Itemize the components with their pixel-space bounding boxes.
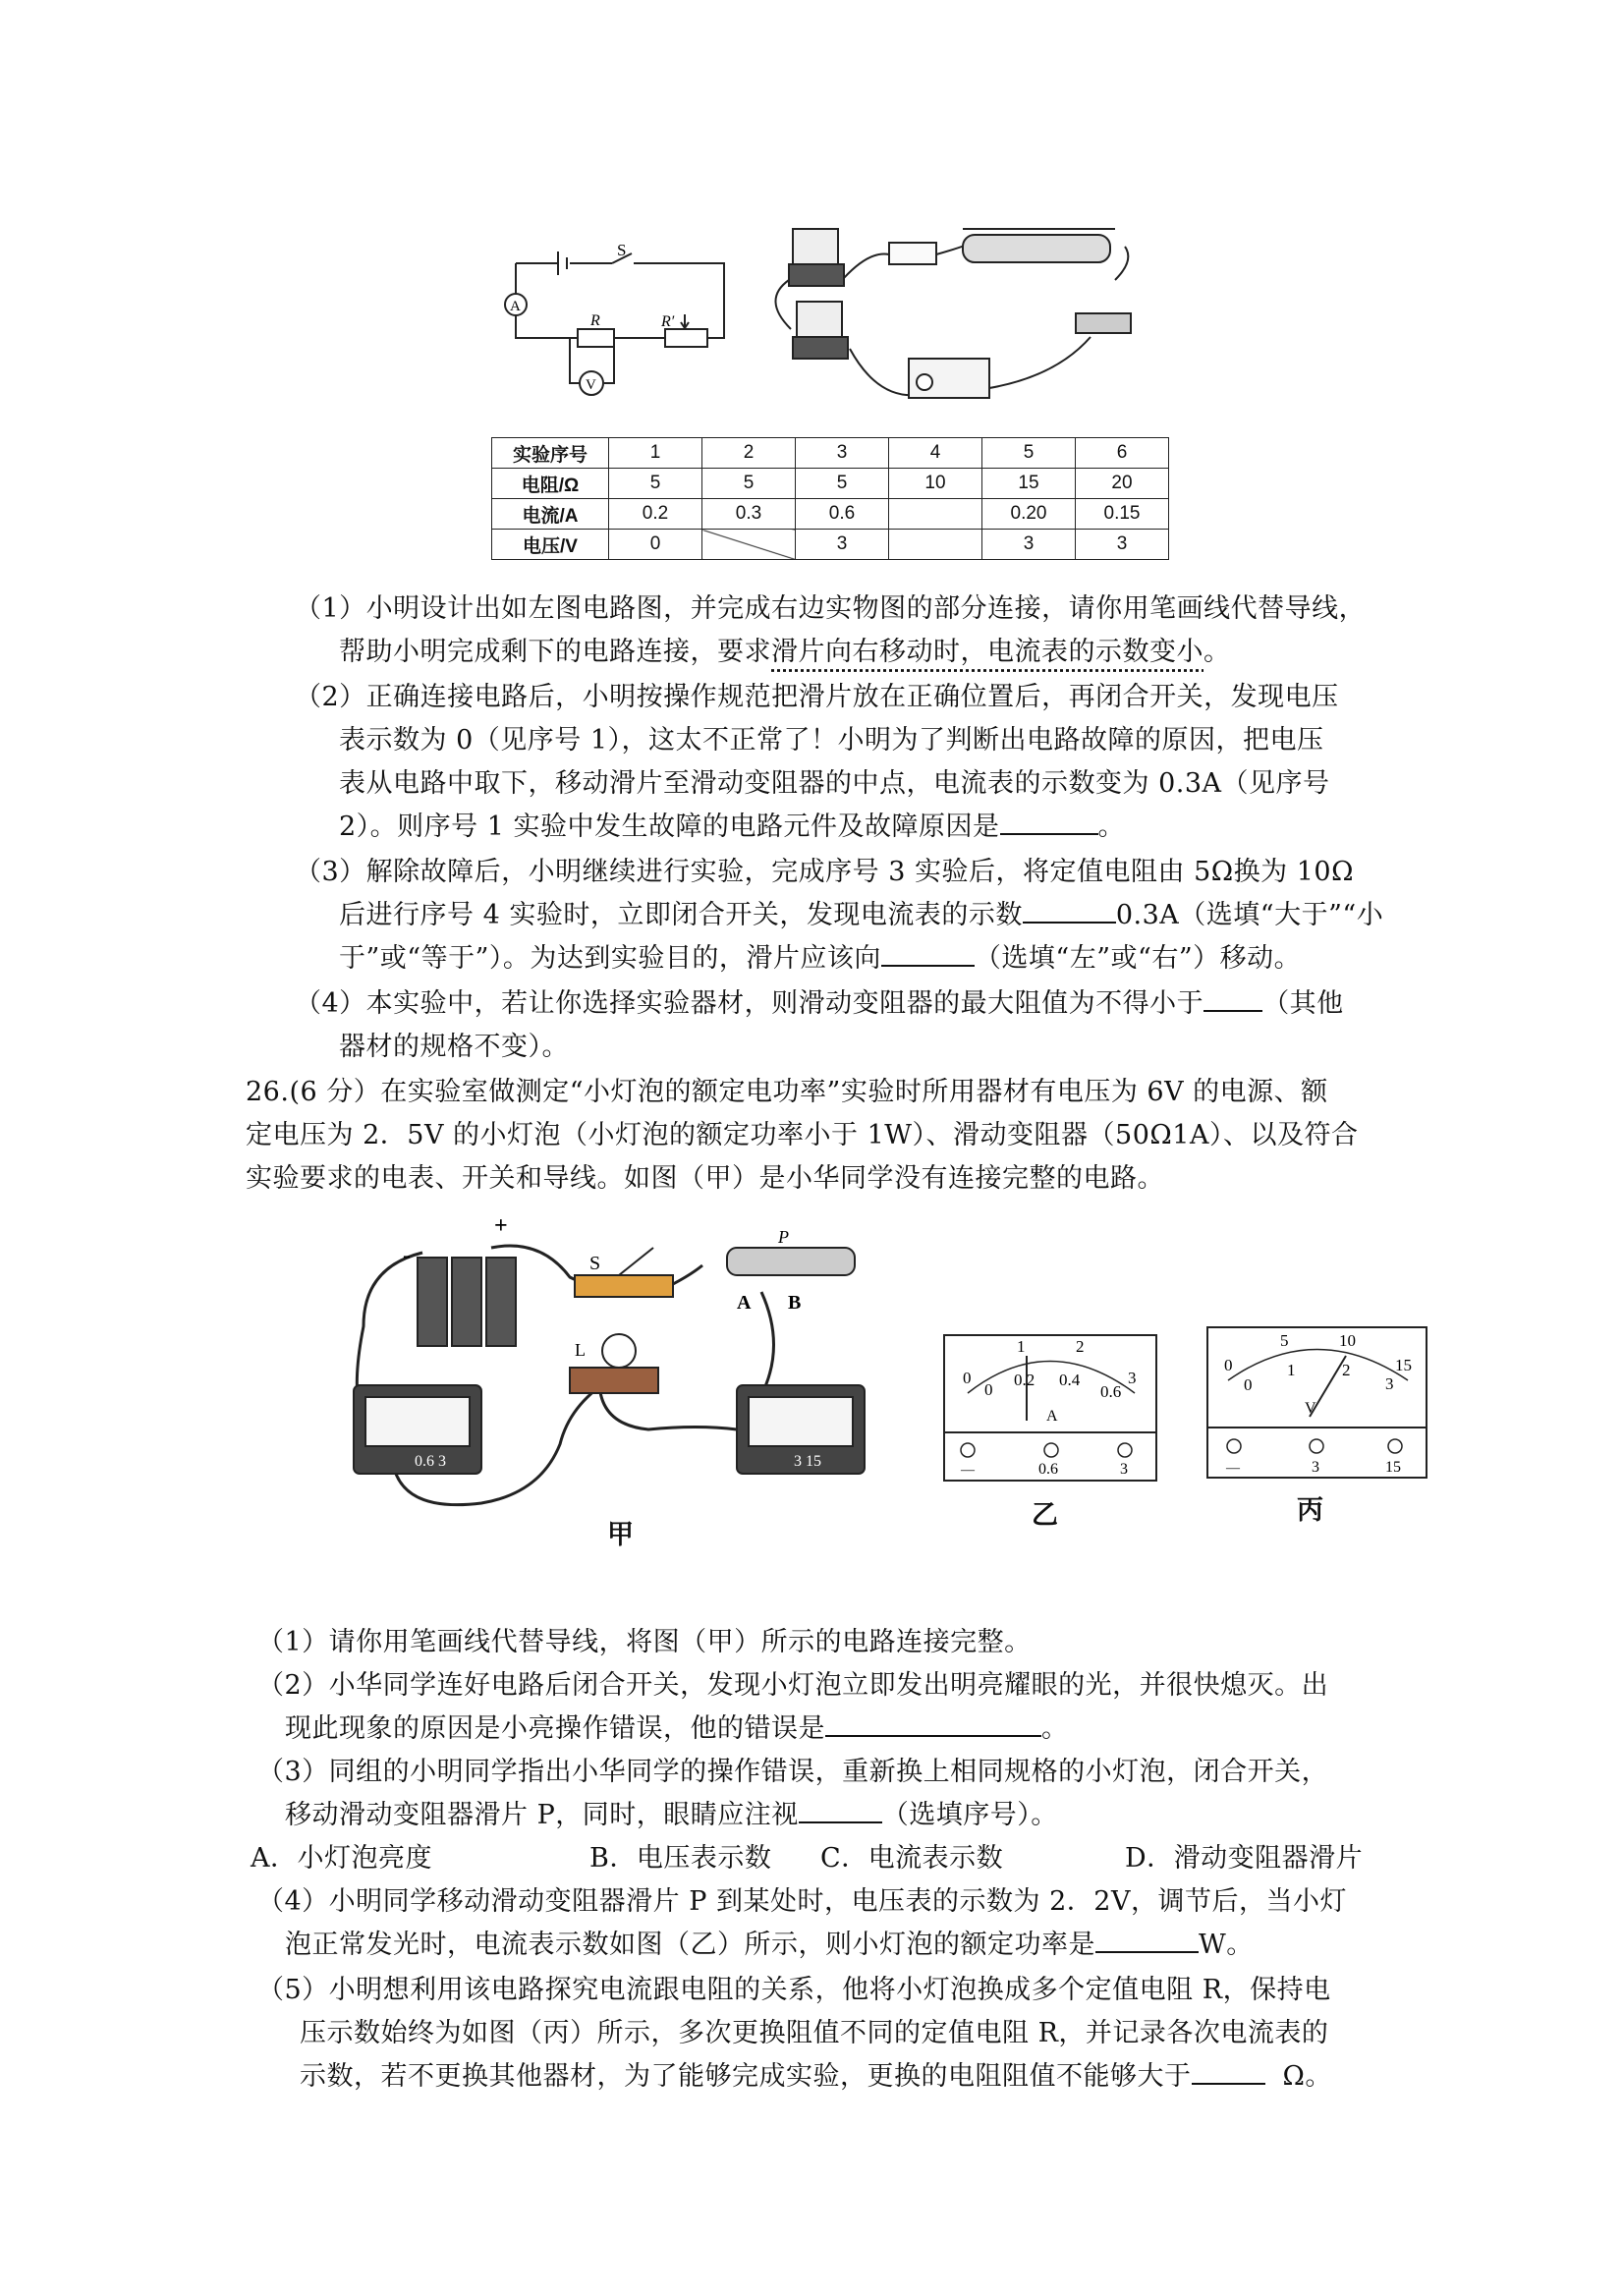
table-cell: 1 xyxy=(609,438,702,469)
voltmeter-terminals: 3 15 xyxy=(794,1453,821,1470)
q26-part5-text: 示数，若不更换其他器材，为了能够完成实验，更换的电阻阻值不能够大于 xyxy=(300,2061,1192,2092)
q25-part3-line2 xyxy=(339,894,1383,937)
voltmeter-scale-3: 3 xyxy=(1385,1374,1394,1393)
table-cell xyxy=(889,530,982,560)
q26-part5-end: Ω。 xyxy=(1282,2061,1332,2092)
q26-intro-line1: 26.(6 分）在实验室做测定“小灯泡的额定电功率”实验时所用器材有电压为 6V 的电源、额 xyxy=(246,1077,1328,1107)
figure-label-yi: 乙 xyxy=(1032,1500,1058,1531)
ammeter-scale-0: 0 xyxy=(984,1380,993,1399)
option-a: A．小灯泡亮度 xyxy=(251,1843,432,1874)
schematic-label-a: A xyxy=(510,299,521,314)
q25-part2-text: 2）。则序号 1 实验中发生故障的电路元件及故障原因是 xyxy=(339,812,1000,842)
q25-part1-line2 xyxy=(339,631,1231,674)
voltmeter-unit: V xyxy=(1305,1400,1316,1417)
q26-part4-end: W。 xyxy=(1199,1930,1254,1960)
q26-part2-line2 xyxy=(285,1708,1069,1751)
apparatus-photo-top xyxy=(752,221,1154,413)
voltmeter-tick-5: 5 xyxy=(1280,1331,1289,1350)
circuit-schematic xyxy=(496,234,732,406)
q26-part2-text: 现此现象的原因是小亮操作错误，他的错误是 xyxy=(285,1713,825,1744)
schematic-label-r-prime: R′ xyxy=(661,313,675,330)
answer-blank[interactable] xyxy=(1203,986,1262,1012)
figure-yi-ammeter xyxy=(943,1334,1157,1482)
table-cell: 6 xyxy=(1076,438,1169,469)
q25-part2-line1: （2）正确连接电路后，小明按操作规范把滑片放在正确位置后，再闭合开关，发现电压 xyxy=(295,682,1339,712)
table-cell: 20 xyxy=(1076,469,1169,499)
q25-part2-line2: 表示数为 0（见序号 1），这太不正常了！小明为了判断出电路故障的原因，把电压 xyxy=(339,725,1324,756)
terminal-a-label: A xyxy=(737,1292,752,1314)
q26-intro-line2: 定电压为 2．5V 的小灯泡（小灯泡的额定功率小于 1W）、滑动变阻器（50Ω1A）、以及符合 xyxy=(246,1120,1359,1150)
voltmeter-scale-1: 1 xyxy=(1287,1361,1296,1379)
voltmeter-terminal-minus: — xyxy=(1226,1461,1240,1476)
voltmeter-scale-0: 0 xyxy=(1244,1375,1253,1394)
schematic-label-r: R xyxy=(590,312,600,329)
q26-part3-text: 移动滑动变阻器滑片 P，同时，眼睛应注视 xyxy=(285,1800,799,1830)
q26-part5-line3 xyxy=(300,2055,1332,2099)
ammeter-tick-0: 0 xyxy=(963,1369,972,1387)
q26-part5-line1: （5）小明想利用该电路探究电流跟电阻的关系，他将小灯泡换成多个定值电阻 R，保持电 xyxy=(257,1975,1331,2005)
table-row xyxy=(492,438,1169,469)
answer-blank[interactable] xyxy=(1000,810,1098,835)
q26-part3-line2 xyxy=(285,1794,1058,1837)
q26-part1: （1）请你用笔画线代替导线，将图（甲）所示的电路连接完整。 xyxy=(257,1627,1032,1657)
table-cell: 5 xyxy=(609,469,702,499)
table-cell: 0.3 xyxy=(702,499,796,530)
ammeter-terminal-3: 3 xyxy=(1120,1461,1128,1478)
option-d: D．滑动变阻器滑片 xyxy=(1125,1843,1364,1874)
schematic-label-v: V xyxy=(586,377,596,393)
q25-part4-line1 xyxy=(295,982,1344,1026)
schematic-label-s: S xyxy=(617,241,627,259)
table-cell: 0 xyxy=(609,530,702,560)
q25-part1-emphasis: 滑片向右移动时，电流表的示数变小 xyxy=(771,637,1203,667)
ammeter-tick-2: 2 xyxy=(1076,1337,1085,1356)
answer-blank[interactable] xyxy=(881,941,975,967)
table-cell: 电流/A xyxy=(492,499,609,530)
answer-blank[interactable] xyxy=(799,1798,882,1823)
table-cell: 0.6 xyxy=(796,499,889,530)
q25-part4-text2: （其他 xyxy=(1262,988,1344,1019)
option-b: B．电压表示数 xyxy=(589,1843,772,1874)
voltmeter-scale-2: 2 xyxy=(1342,1361,1351,1379)
q25-part2-line4 xyxy=(339,806,1125,849)
q25-part1-line1: （1）小明设计出如左图电路图，并完成右边实物图的部分连接，请你用笔画线代替导线， xyxy=(295,593,1367,624)
ammeter-scale-04: 0.4 xyxy=(1059,1371,1081,1389)
q25-part1-end: 。 xyxy=(1203,637,1231,667)
voltmeter-tick-10: 10 xyxy=(1339,1331,1356,1350)
terminal-b-label: B xyxy=(788,1292,802,1314)
q26-part3-line1: （3）同组的小明同学指出小华同学的操作错误，重新换上相同规格的小灯泡，闭合开关， xyxy=(257,1757,1329,1787)
q25-part3-text2: 0.3A（选填“大于”“小 xyxy=(1115,900,1384,930)
table-cell: 3 xyxy=(796,530,889,560)
table-cell: 0.2 xyxy=(609,499,702,530)
q26-intro-line3: 实验要求的电表、开关和导线。如图（甲）是小华同学没有连接完整的电路。 xyxy=(246,1163,1164,1194)
answer-blank[interactable] xyxy=(1192,2059,1265,2085)
table-row xyxy=(492,469,1169,499)
answer-blank[interactable] xyxy=(1095,1928,1199,1953)
table-cell: 5 xyxy=(796,469,889,499)
ammeter-scale-06: 0.6 xyxy=(1100,1382,1122,1401)
answer-blank[interactable] xyxy=(825,1711,1041,1737)
q25-part2-end: 。 xyxy=(1097,812,1126,842)
q25-part3-line3 xyxy=(339,937,1301,980)
voltmeter-terminal-3: 3 xyxy=(1312,1459,1319,1476)
q26-part2-line1: （2）小华同学连好电路后闭合开关，发现小灯泡立即发出明亮耀眼的光，并很快熄灭。出 xyxy=(257,1670,1329,1701)
voltmeter-tick-0: 0 xyxy=(1224,1356,1233,1374)
figure-jia-apparatus xyxy=(324,1218,914,1513)
q25-part4-line2: 器材的规格不变）。 xyxy=(339,1032,569,1062)
ammeter-terminal-06: 0.6 xyxy=(1038,1461,1058,1478)
table-cell: 电阻/Ω xyxy=(492,469,609,499)
q25-part3-text: 后进行序号 4 实验时，立即闭合开关，发现电流表的示数 xyxy=(339,900,1023,930)
lamp-label: L xyxy=(575,1340,586,1360)
voltmeter-terminal-15: 15 xyxy=(1385,1459,1401,1476)
q26-part4-line1: （4）小明同学移动滑动变阻器滑片 P 到某处时，电压表的示数为 2．2V，调节后，当小灯 xyxy=(257,1886,1347,1917)
ammeter-unit: A xyxy=(1046,1408,1058,1425)
table-cell: 3 xyxy=(796,438,889,469)
table-row xyxy=(492,499,1169,530)
slider-label: P xyxy=(778,1227,789,1247)
q25-part4-text: （4）本实验中，若让你选择实验器材，则滑动变阻器的最大阻值为不得小于 xyxy=(295,988,1204,1019)
figure-label-bing: 丙 xyxy=(1297,1495,1323,1526)
switch-label: S xyxy=(589,1253,601,1274)
ammeter-scale-02: 0.2 xyxy=(1014,1371,1035,1389)
table-cell: 15 xyxy=(982,469,1076,499)
battery-plus-label: + xyxy=(494,1218,508,1239)
table-cell: 0.20 xyxy=(982,499,1076,530)
figure-label-jia: 甲 xyxy=(607,1520,634,1550)
ammeter-terminal-minus: — xyxy=(961,1463,975,1478)
table-cell: 2 xyxy=(702,438,796,469)
figure-bing-voltmeter xyxy=(1206,1326,1427,1479)
q26-part2-end: 。 xyxy=(1041,1713,1069,1744)
table-cell: 10 xyxy=(889,469,982,499)
table-cell: 5 xyxy=(702,469,796,499)
q26-part5-line2: 压示数始终为如图（丙）所示，多次更换阻值不同的定值电阻 R，并记录各次电流表的 xyxy=(300,2018,1329,2048)
table-row xyxy=(492,530,1169,560)
q25-part1-text: 帮助小明完成剩下的电路连接，要求 xyxy=(339,637,771,667)
ammeter-tick-3: 3 xyxy=(1128,1369,1137,1387)
experiment-table xyxy=(491,437,1169,560)
answer-blank[interactable] xyxy=(1023,898,1116,924)
table-cell: 电压/V xyxy=(492,530,609,560)
option-c: C．电流表示数 xyxy=(820,1843,1004,1874)
q26-part3-end: （选填序号）。 xyxy=(881,1800,1058,1830)
q25-part3-line1: （3）解除故障后，小明继续进行实验，完成序号 3 实验后，将定值电阻由 5Ω换为 10Ω xyxy=(295,857,1354,887)
ammeter-tick-1: 1 xyxy=(1017,1337,1026,1356)
table-cell: 3 xyxy=(982,530,1076,560)
battery-minus-label: - xyxy=(403,1243,411,1268)
table-cell: 4 xyxy=(889,438,982,469)
table-cell-diagonal xyxy=(702,530,796,560)
table-cell: 5 xyxy=(982,438,1076,469)
q26-part4-text: 泡正常发光时，电流表示数如图（乙）所示，则小灯泡的额定功率是 xyxy=(285,1930,1095,1960)
q25-part3-text4: （选填“左”或“右”）移动。 xyxy=(974,943,1302,974)
table-cell xyxy=(889,499,982,530)
table-cell: 3 xyxy=(1076,530,1169,560)
q26-part4-line2 xyxy=(285,1924,1254,1967)
voltmeter-tick-15: 15 xyxy=(1395,1356,1412,1374)
q25-part3-text3: 于”或“等于”）。为达到实验目的，滑片应该向 xyxy=(339,943,881,974)
ammeter-terminals: 0.6 3 xyxy=(415,1453,446,1470)
table-cell: 实验序号 xyxy=(492,438,609,469)
table-cell: 0.15 xyxy=(1076,499,1169,530)
q25-part2-line3: 表从电路中取下，移动滑片至滑动变阻器的中点，电流表的示数变为 0.3A（见序号 xyxy=(339,768,1330,799)
